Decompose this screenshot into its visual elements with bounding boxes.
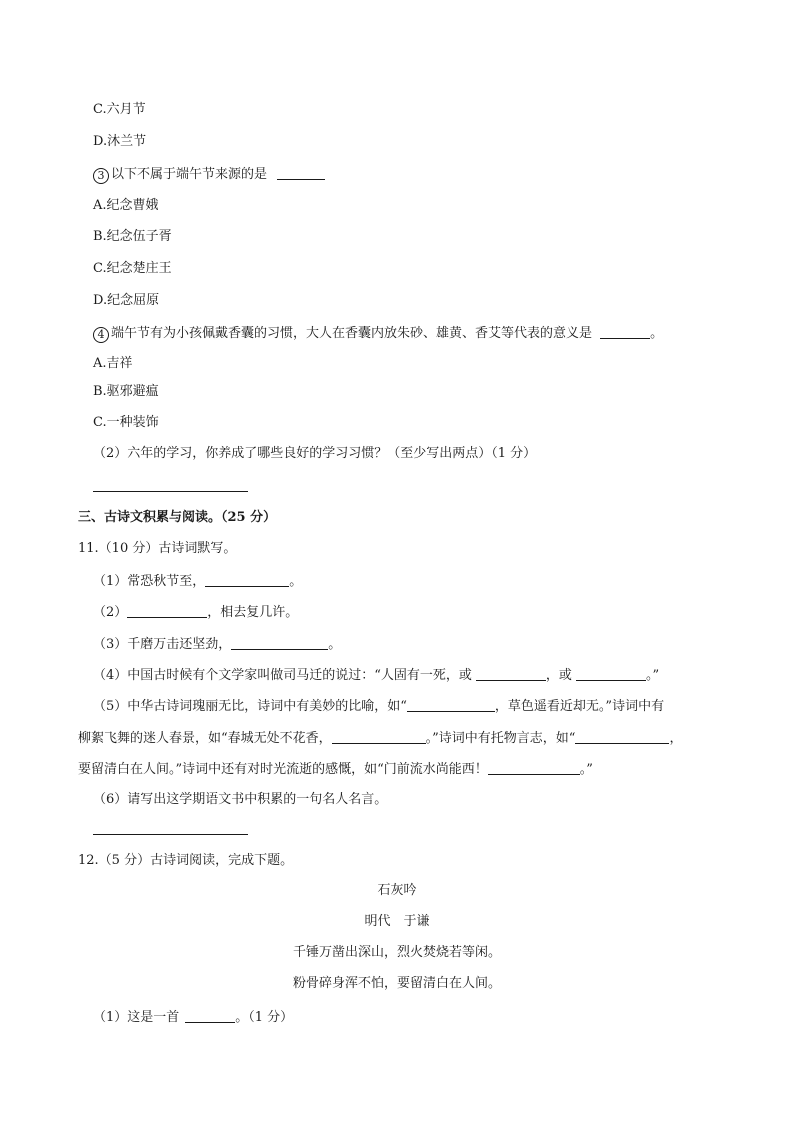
q10-option-c[interactable]: C.六月节 bbox=[93, 102, 146, 117]
q12-item-1-end: 。（1 分） bbox=[235, 1010, 294, 1025]
q11-item-5-text-e: ， bbox=[669, 731, 683, 746]
poem-title: 石灰吟 bbox=[377, 883, 417, 898]
q11-item-4-mid: ，或 bbox=[545, 668, 572, 683]
q11-item-5-line1 bbox=[93, 698, 664, 715]
q10-sub3-stem: 以下不属于端午节来源的是 bbox=[111, 167, 268, 182]
q10-sub4-option-a[interactable]: A.吉祥 bbox=[93, 356, 133, 371]
answer-blank-q11-1[interactable] bbox=[205, 573, 289, 587]
q11-item-5-text-d: 。”诗词中有托物言志，如“ bbox=[425, 731, 576, 746]
poem-author: 明代 于谦 bbox=[364, 914, 430, 929]
q10-sub4-end: 。 bbox=[650, 326, 664, 341]
q11-item-3-end: 。 bbox=[328, 637, 342, 652]
q10-sub4-option-c[interactable]: C.一种装饰 bbox=[93, 415, 159, 430]
q10-option-d[interactable]: D.沐兰节 bbox=[93, 134, 147, 149]
q11-item-3-text: （3）千磨万击还坚劲， bbox=[93, 637, 232, 652]
q10-sub3-question bbox=[93, 166, 325, 184]
answer-blank-q11-5a[interactable] bbox=[407, 698, 495, 712]
q12-item-1 bbox=[93, 1009, 293, 1026]
q11-item-1-end: 。 bbox=[289, 574, 303, 589]
answer-blank-sub3[interactable] bbox=[277, 166, 325, 180]
q10-sub4-stem: 端午节有为小孩佩戴香囊的习惯，大人在香囊内放朱砂、雄黄、香艾等代表的意义是 bbox=[111, 326, 593, 341]
answer-blank-sub4[interactable] bbox=[600, 325, 650, 339]
q11-item-4-end: 。” bbox=[645, 668, 660, 683]
answer-blank-q11-4a[interactable] bbox=[476, 667, 546, 681]
q10-sub3-option-c[interactable]: C.纪念楚庄王 bbox=[93, 261, 172, 276]
q11-header: 11.（10 分）古诗词默写。 bbox=[78, 541, 237, 556]
q11-item-1 bbox=[93, 573, 302, 590]
poem-line-2: 粉骨碎身浑不怕，要留清白在人间。 bbox=[292, 976, 501, 991]
poem-line-1: 千锤万凿出深山，烈火焚烧若等闲。 bbox=[292, 945, 501, 960]
q11-item-2 bbox=[93, 604, 298, 621]
q11-item-2-num: （2） bbox=[93, 605, 128, 620]
q10-part2-question: （2）六年的学习，你养成了哪些良好的学习习惯？（至少写出两点）（1 分） bbox=[93, 446, 537, 461]
q10-sub3-option-d[interactable]: D.纪念屈原 bbox=[93, 293, 160, 308]
answer-blank-q11-5d[interactable] bbox=[488, 761, 580, 775]
q12-item-1-text: （1）这是一首 bbox=[93, 1010, 180, 1025]
answer-blank-q11-5c[interactable] bbox=[575, 730, 669, 744]
q10-sub3-option-a[interactable]: A.纪念曹娥 bbox=[93, 198, 159, 213]
answer-blank-q11-2[interactable] bbox=[127, 604, 207, 618]
q11-item-4-text: （4）中国古时候有个文学家叫做司马迁的说过：“人固有一死，或 bbox=[93, 668, 472, 683]
q11-item-5-text-c: 柳絮飞舞的迷人春景，如“春城无处不花香， bbox=[78, 731, 332, 746]
q11-item-5-text-f: 要留清白在人间。”诗词中还有对时光流逝的感慨，如“门前流水尚能西！ bbox=[78, 762, 488, 777]
q10-sub4-option-b[interactable]: B.驱邪避瘟 bbox=[93, 384, 159, 399]
answer-line-q11-6[interactable] bbox=[93, 834, 248, 835]
q10-sub3-option-b[interactable]: B.纪念伍子胥 bbox=[93, 229, 172, 244]
q11-item-5-line3 bbox=[78, 761, 593, 778]
circled-number-4: 4 bbox=[93, 327, 109, 343]
q12-header: 12.（5 分）古诗词阅读，完成下题。 bbox=[78, 853, 294, 868]
q11-item-1-text: （1）常恐秋节至， bbox=[93, 574, 206, 589]
q11-item-3 bbox=[93, 636, 341, 653]
answer-blank-q11-4b[interactable] bbox=[576, 667, 646, 681]
q11-item-5-text-b: ，草色遥看近却无。”诗词中有 bbox=[494, 699, 665, 714]
answer-line-q10-part2[interactable] bbox=[93, 491, 248, 492]
q11-item-4 bbox=[93, 667, 659, 684]
answer-blank-q12-1[interactable] bbox=[185, 1009, 235, 1023]
q11-item-5-line2 bbox=[78, 730, 682, 747]
circled-number-3: 3 bbox=[93, 168, 109, 184]
answer-blank-q11-3[interactable] bbox=[231, 636, 328, 650]
q11-item-5-text-g: 。” bbox=[579, 762, 593, 777]
q11-item-5-text-a: （5）中华古诗词瑰丽无比，诗词中有美妙的比喻，如“ bbox=[93, 699, 407, 714]
answer-blank-q11-5b[interactable] bbox=[332, 730, 426, 744]
q10-sub4-question bbox=[93, 325, 663, 343]
section-3-title: 三、古诗文积累与阅读。（25 分） bbox=[78, 510, 277, 525]
q11-item-6: （6）请写出这学期语文书中积累的一句名人名言。 bbox=[93, 792, 388, 807]
q11-item-2-text: ，相去复几许。 bbox=[207, 605, 299, 620]
